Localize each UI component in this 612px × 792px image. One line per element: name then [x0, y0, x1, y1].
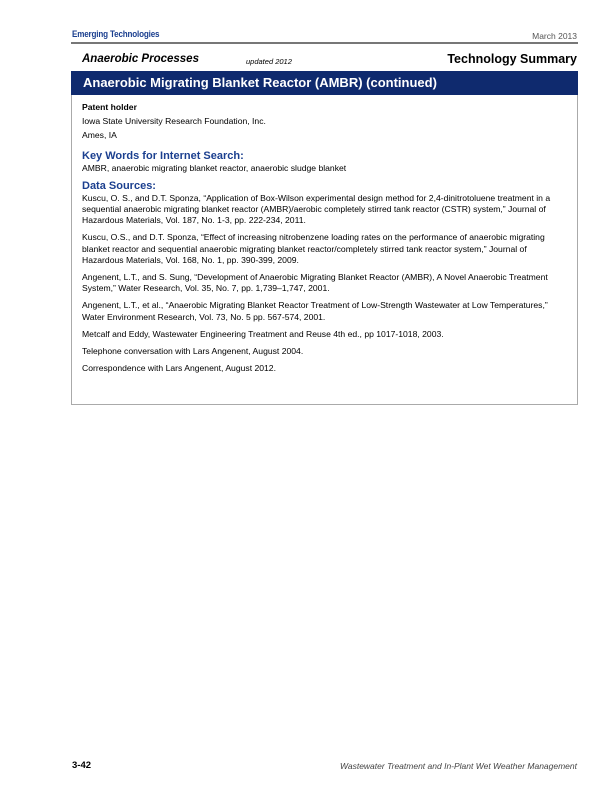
running-header-date: March 2013 [532, 31, 577, 41]
content-box [71, 95, 578, 405]
source-item: Correspondence with Lars Angenent, August 2012. [82, 363, 276, 374]
patent-line: Ames, IA [82, 130, 117, 141]
keywords-heading: Key Words for Internet Search: [82, 149, 244, 162]
page-title: Anaerobic Migrating Blanket Reactor (AMBR) (continued) [71, 71, 578, 95]
source-item: Metcalf and Eddy, Wastewater Engineering Treatment and Reuse 4th ed., pp 1017-1018, 2003. [82, 328, 444, 339]
header-divider [71, 42, 578, 44]
patent-heading: Patent holder [82, 102, 137, 112]
section-category: Anaerobic Processes [82, 53, 199, 65]
sources-heading: Data Sources: [82, 179, 156, 192]
footer-title: Wastewater Treatment and In-Plant Wet Weather Management [339, 761, 577, 771]
page-number: 3-42 [72, 760, 92, 771]
source-item: Kuscu, O.S., and D.T. Sponza, “Effect of increasing nitrobenzene loading rates on the performance of anaerobic migrating blanket reactor and sequential anaerobic migrating blanket reactor/completely stirred tank reactor system,” Journal of Hazardous Materials, Vol. 168, No. 1, pp. 390-399, 2009. [82, 232, 545, 265]
source-item: Kuscu, O. S., and D.T. Sponza, “Application of Box-Wilson experimental design method for 2,4-dinitrotoluene treatment in a sequential anaerobic migrating blanket reactor (AMBR)/aerobic completely stirred tank reactor (CSTR) system,” Journal of Hazardous Materials, Vol. 187, No. 1-3, pp. 222-234, 2011. [82, 192, 551, 226]
keywords-text: AMBR, anaerobic migrating blanket reactor, anaerobic sludge blanket [82, 162, 347, 173]
source-item: Angenent, L.T., et al., “Anaerobic Migrating Blanket Reactor Treatment of Low-Strength Wastewater at Low Temperatures,” Water Environment Research, Vol. 73, No. 5 pp. 567-574, 2001. [82, 300, 548, 322]
patent-line: Iowa State University Research Foundation, Inc. [82, 116, 266, 127]
section-type: Technology Summary [447, 52, 577, 66]
source-item: Angenent, L.T., and S. Sung, “Development of Anaerobic Migrating Blanket Reactor (AMBR), A Novel Anaerobic Treatment System,” Water Research, Vol. 35, No. 7, pp. 1,739–1,747, 2001. [82, 272, 548, 294]
updated-note: updated 2012 [246, 57, 292, 66]
source-item: Telephone conversation with Lars Angenent, August 2004. [82, 346, 304, 357]
running-header-title: Emerging Technologies [72, 29, 160, 40]
